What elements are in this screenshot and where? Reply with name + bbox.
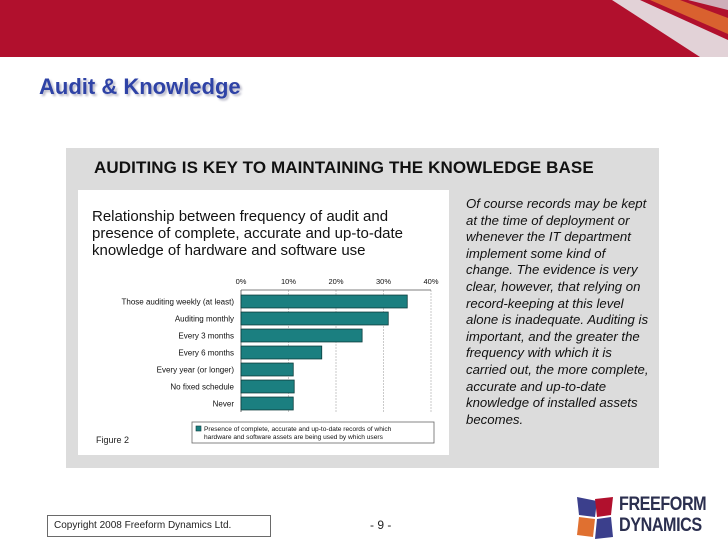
x-tick-label: 10% bbox=[280, 277, 297, 286]
category-label: Those auditing weekly (at least) bbox=[121, 297, 234, 307]
category-label: Every year (or longer) bbox=[156, 365, 234, 375]
freeform-dynamics-logo bbox=[575, 493, 725, 543]
legend-label: Presence of complete, accurate and up-to-date records of which bbox=[204, 426, 392, 433]
logo-mark-icon bbox=[575, 495, 617, 541]
banner-swoosh-graphic bbox=[0, 0, 728, 57]
bar bbox=[241, 329, 362, 342]
bar bbox=[241, 380, 294, 393]
page-number: - 9 - bbox=[370, 518, 392, 532]
panel-heading: AUDITING IS KEY TO MAINTAINING THE KNOWLEDGE BASE bbox=[94, 158, 594, 177]
category-label: Never bbox=[212, 399, 234, 409]
slide-title: Audit & Knowledge bbox=[39, 74, 241, 99]
category-label: No fixed schedule bbox=[170, 382, 234, 392]
logo-line-2: DYNAMICS bbox=[619, 515, 702, 536]
bar bbox=[241, 363, 293, 376]
x-tick-label: 30% bbox=[375, 277, 392, 286]
chart-title: Relationship between frequency of audit and presence of complete, accurate and up-to-date knowledge of hardware and software use bbox=[92, 208, 404, 259]
commentary-text: Of course records may be kept at the time of deployment or whenever the IT department implement some kind of change. The evidence is very clear, however, that relying on record-keeping at this level alone is inadequate. Auditing is important, and the greater the frequency with which it is carried out, the more complete, accurate and up-to-date knowledge of installed assets becomes. bbox=[466, 196, 649, 427]
legend-label: hardware and software assets are being used by which users bbox=[204, 434, 383, 441]
x-tick-label: 20% bbox=[328, 277, 344, 286]
category-label: Every 3 months bbox=[178, 331, 234, 341]
copyright-text: Copyright 2008 Freeform Dynamics Ltd. bbox=[54, 520, 232, 531]
x-tick-label: 40% bbox=[423, 277, 439, 286]
bar bbox=[241, 397, 293, 410]
category-label: Auditing monthly bbox=[174, 314, 234, 324]
logo-line-1: FREEFORM bbox=[619, 494, 707, 515]
category-label: Every 6 months bbox=[178, 348, 234, 358]
logo-wordmark bbox=[619, 494, 706, 536]
figure-panel bbox=[66, 148, 659, 468]
chart-container bbox=[78, 190, 449, 455]
legend-swatch bbox=[196, 426, 201, 431]
x-tick-label: 0% bbox=[235, 277, 247, 286]
top-banner bbox=[0, 0, 728, 57]
bar bbox=[241, 346, 322, 359]
figure-label: Figure 2 bbox=[96, 435, 130, 445]
bar bbox=[241, 295, 407, 308]
bar bbox=[241, 312, 388, 325]
bar-chart bbox=[78, 190, 449, 455]
copyright-box bbox=[47, 515, 271, 537]
